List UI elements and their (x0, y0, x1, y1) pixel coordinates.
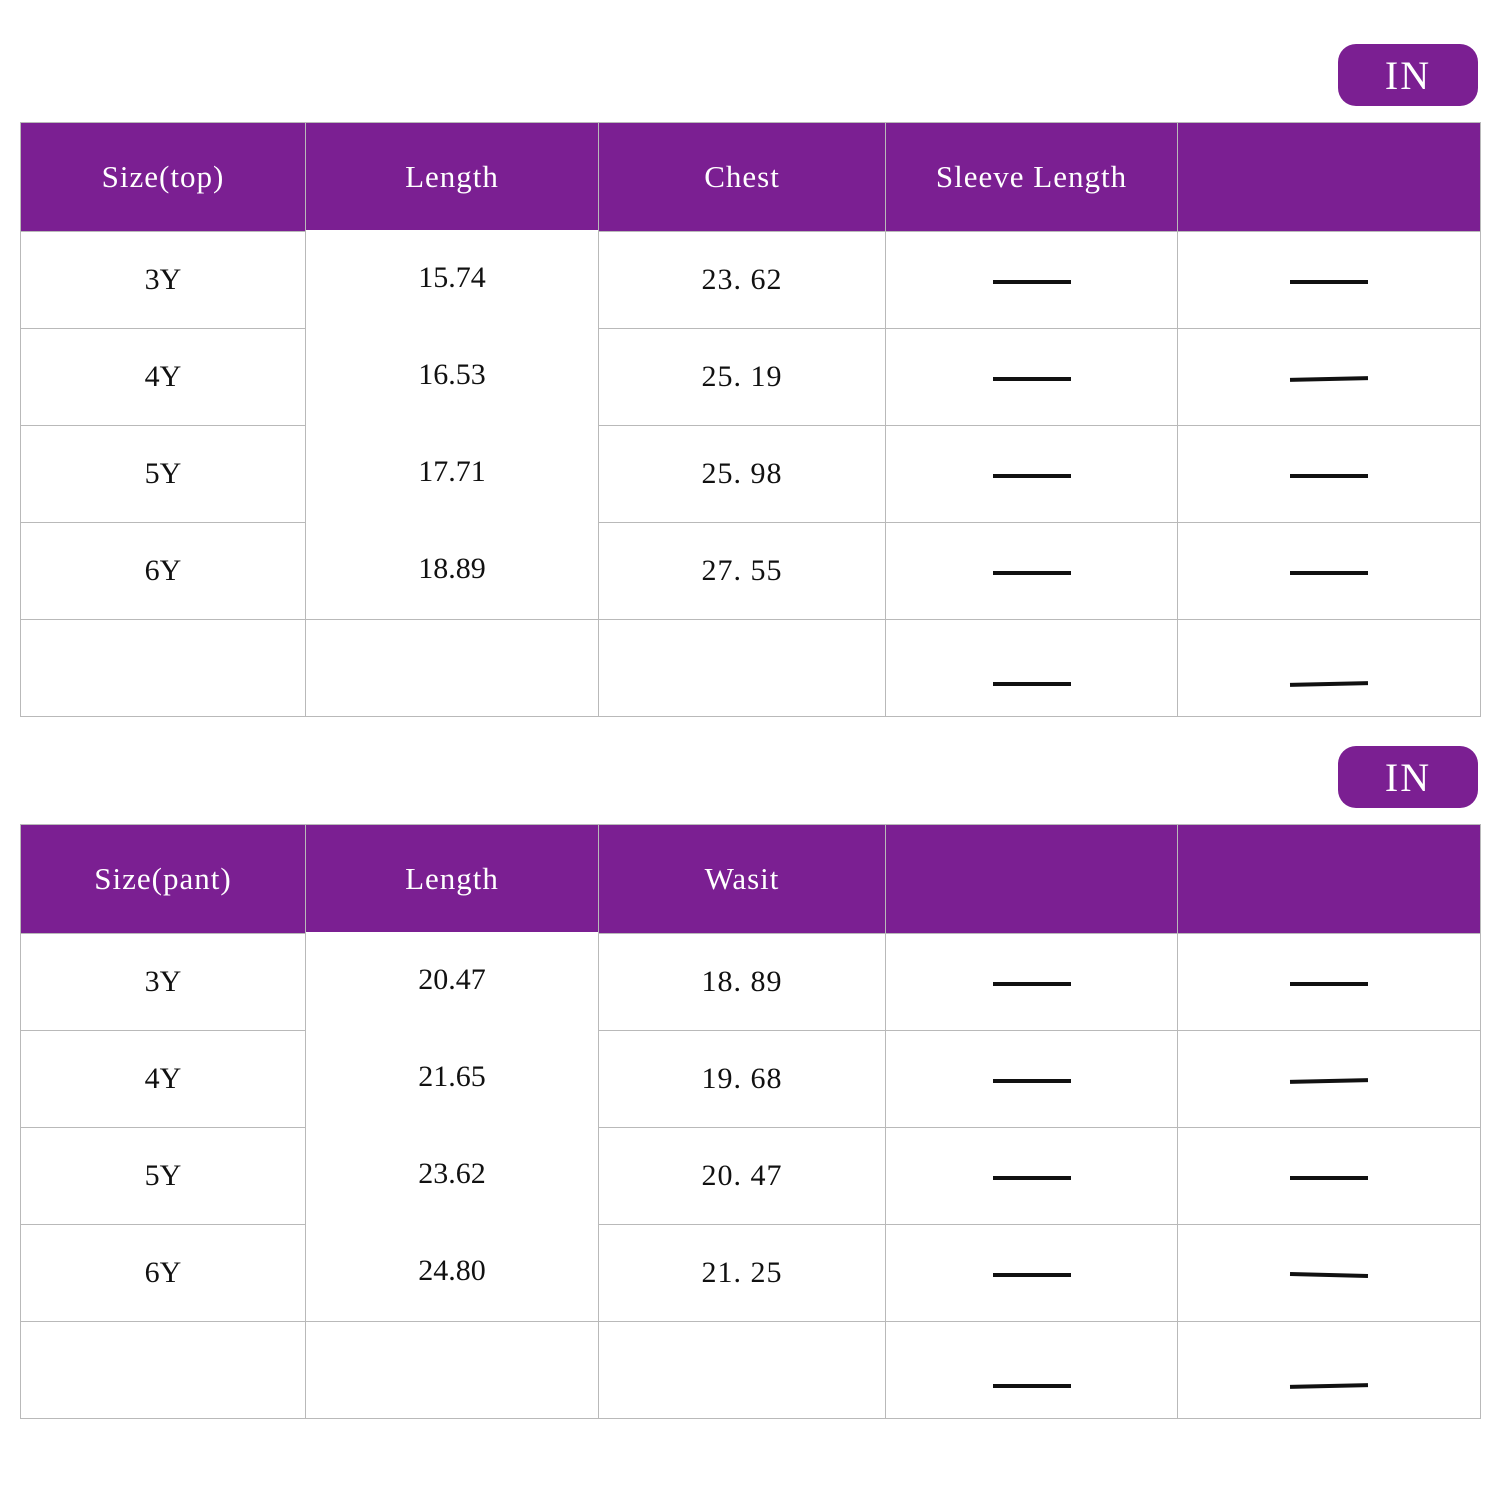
dash-icon (993, 571, 1071, 575)
header-blank-top (1178, 123, 1481, 232)
cell-size: 5Y (21, 426, 306, 523)
cell-extra-dash-2 (1178, 1031, 1481, 1128)
cell-extra-dash (1178, 523, 1481, 620)
size-table-pant (20, 824, 1481, 1419)
table-row (21, 1225, 1481, 1322)
dash-icon (1290, 474, 1368, 478)
cell-extra-dash-1 (886, 1225, 1178, 1322)
dash-icon (993, 682, 1071, 686)
table-header-row (21, 825, 1481, 934)
header-sleeve-length-top: Sleeve Length (886, 123, 1178, 232)
dash-icon (993, 280, 1071, 284)
cell-chest (599, 620, 886, 717)
cell-extra-dash-1 (886, 934, 1178, 1031)
cell-size: 6Y (21, 523, 306, 620)
header-length-top: Length (306, 123, 599, 232)
cell-waist: 20. 47 (599, 1128, 886, 1225)
dash-icon (1290, 571, 1368, 575)
cell-waist: 19. 68 (599, 1031, 886, 1128)
dash-icon (993, 1079, 1071, 1083)
cell-sleeve-dash (886, 523, 1178, 620)
table-row (21, 1031, 1481, 1128)
cell-extra-dash-2 (1178, 934, 1481, 1031)
cell-extra-dash-1 (886, 1031, 1178, 1128)
cell-extra-dash-2 (1178, 1225, 1481, 1322)
dash-icon (993, 982, 1071, 986)
cell-length: 23.62 (306, 1126, 599, 1223)
size-table-top (20, 122, 1481, 717)
cell-size (21, 1322, 306, 1419)
cell-sleeve-dash (886, 620, 1178, 717)
cell-length: 15.74 (306, 230, 599, 327)
cell-extra-dash (1178, 426, 1481, 523)
cell-sleeve-dash (886, 426, 1178, 523)
table-row (21, 426, 1481, 523)
dash-icon (1290, 982, 1368, 986)
cell-size: 3Y (21, 934, 306, 1031)
cell-sleeve-dash (886, 232, 1178, 329)
dash-icon (1290, 280, 1368, 284)
dash-icon (993, 1176, 1071, 1180)
cell-chest: 27. 55 (599, 523, 886, 620)
cell-sleeve-dash (886, 329, 1178, 426)
cell-size (21, 620, 306, 717)
table-row (21, 1322, 1481, 1419)
cell-size: 4Y (21, 1031, 306, 1128)
cell-extra-dash-1 (886, 1322, 1178, 1419)
cell-chest: 25. 98 (599, 426, 886, 523)
table-row (21, 620, 1481, 717)
dash-icon (993, 377, 1071, 381)
cell-length: 21.65 (306, 1029, 599, 1126)
table-row (21, 523, 1481, 620)
cell-extra-dash-2 (1178, 1128, 1481, 1225)
table-header-row (21, 123, 1481, 232)
header-chest-top: Chest (599, 123, 886, 232)
cell-length: 24.80 (306, 1223, 599, 1320)
header-blank-pant-2 (1178, 825, 1481, 934)
table-row (21, 934, 1481, 1031)
dash-icon (1290, 1078, 1368, 1084)
header-length-pant: Length (306, 825, 599, 934)
cell-size: 5Y (21, 1128, 306, 1225)
cell-extra-dash (1178, 232, 1481, 329)
unit-badge-inches-pant: IN (1338, 746, 1478, 808)
table-row (21, 232, 1481, 329)
dash-icon (1290, 681, 1368, 687)
cell-waist: 21. 25 (599, 1225, 886, 1322)
dash-icon (993, 1384, 1071, 1388)
cell-extra-dash-1 (886, 1128, 1178, 1225)
table-row (21, 1128, 1481, 1225)
cell-length (306, 1322, 599, 1419)
header-waist-pant: Wasit (599, 825, 886, 934)
cell-size: 6Y (21, 1225, 306, 1322)
header-size-top: Size(top) (21, 123, 306, 232)
cell-chest: 23. 62 (599, 232, 886, 329)
cell-length: 20.47 (306, 932, 599, 1029)
cell-extra-dash-2 (1178, 1322, 1481, 1419)
dash-icon (993, 474, 1071, 478)
cell-length: 16.53 (306, 327, 599, 424)
header-size-pant: Size(pant) (21, 825, 306, 934)
cell-waist: 18. 89 (599, 934, 886, 1031)
dash-icon (1290, 1383, 1368, 1389)
cell-size: 4Y (21, 329, 306, 426)
dash-icon (1290, 1176, 1368, 1180)
cell-length (306, 620, 599, 717)
header-blank-pant-1 (886, 825, 1178, 934)
cell-extra-dash (1178, 329, 1481, 426)
dash-icon (1290, 1272, 1368, 1278)
unit-badge-inches-top: IN (1338, 44, 1478, 106)
dash-icon (993, 1273, 1071, 1277)
cell-size: 3Y (21, 232, 306, 329)
cell-length: 17.71 (306, 424, 599, 521)
table-row (21, 329, 1481, 426)
dash-icon (1290, 376, 1368, 382)
cell-chest: 25. 19 (599, 329, 886, 426)
cell-extra-dash (1178, 620, 1481, 717)
cell-waist (599, 1322, 886, 1419)
cell-length: 18.89 (306, 521, 599, 618)
